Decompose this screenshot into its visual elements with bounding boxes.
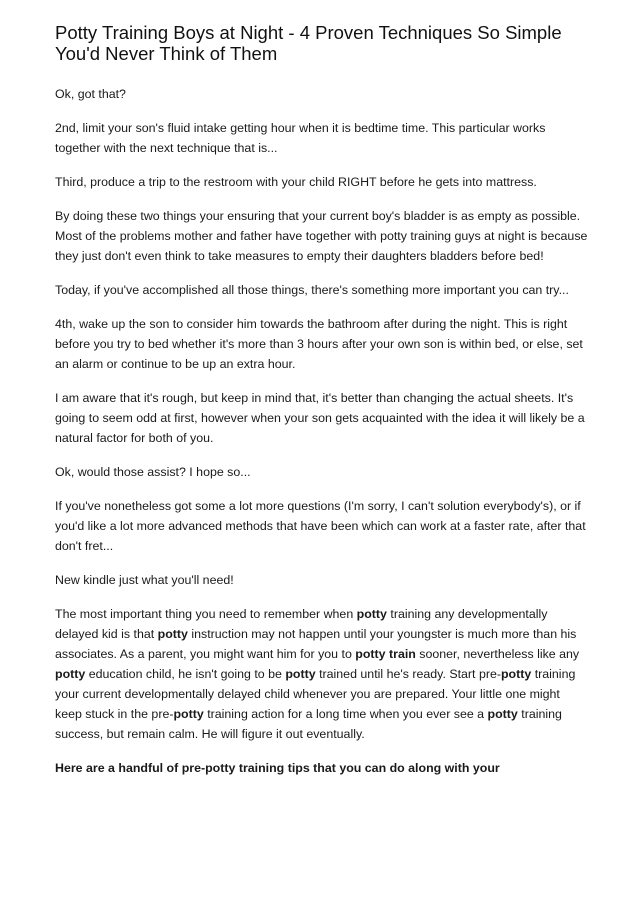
paragraph xyxy=(55,314,590,374)
text-run: Third, produce a trip to the restroom with your child RIGHT before he gets into mattress. xyxy=(55,175,537,189)
text-run: 2nd, limit your son's fluid intake getting hour when it is bedtime time. This particular works together with the next technique that is... xyxy=(55,121,546,155)
paragraph xyxy=(55,496,590,556)
paragraph xyxy=(55,604,590,744)
paragraph xyxy=(55,206,590,266)
document-page xyxy=(55,22,590,792)
text-run: trained until he's ready. Start pre- xyxy=(315,667,501,681)
document-title: Potty Training Boys at Night - 4 Proven Techniques So Simple You'd Never Think of Them xyxy=(55,22,562,64)
paragraph xyxy=(55,280,590,300)
paragraph xyxy=(55,758,590,778)
text-run: Today, if you've accomplished all those things, there's something more important you can try... xyxy=(55,283,569,297)
paragraph xyxy=(55,84,590,104)
text-run: instruction may not happen until your youngster is much more than his associates. As a parent, you might want him for you to xyxy=(55,627,577,661)
text-run: education child, he isn't going to be xyxy=(85,667,286,681)
paragraph xyxy=(55,172,590,192)
text-run: If you've nonetheless got some a lot more questions (I'm sorry, I can't solution everybody's), or if you'd like a lot more advanced methods that have been which can work at a faster rate, after that don't fret... xyxy=(55,499,586,553)
text-run: Here are a handful of pre-potty training tips that you can do along with your xyxy=(55,761,500,775)
text-run: sooner, nevertheless like any xyxy=(415,647,580,661)
paragraph xyxy=(55,462,590,482)
text-run: training success, but remain calm. He will figure it out eventually. xyxy=(55,707,562,741)
bold-keyword: potty xyxy=(173,707,204,721)
text-run: New kindle just what you'll need! xyxy=(55,573,234,587)
bold-keyword: potty train xyxy=(355,647,416,661)
text-run: Ok, got that? xyxy=(55,87,126,101)
text-run: Ok, would those assist? I hope so... xyxy=(55,465,251,479)
paragraph xyxy=(55,570,590,590)
text-run: By doing these two things your ensuring that your current boy's bladder is as empty as possible. Most of the problems mother and father have together with potty training guys at night is because they just don't even think to take measures to empty their daughters bladders before bed! xyxy=(55,209,588,263)
text-run: training your current developmentally delayed child whenever you are prepared. Your little one might keep stuck in the pre- xyxy=(55,667,576,721)
bold-keyword: potty xyxy=(157,627,188,641)
text-run: The most important thing you need to remember when xyxy=(55,607,357,621)
document-body xyxy=(55,84,590,778)
bold-keyword: potty xyxy=(487,707,518,721)
paragraph xyxy=(55,118,590,158)
bold-keyword: potty xyxy=(55,667,86,681)
bold-keyword: potty xyxy=(356,607,387,621)
text-run: training any developmentally delayed kid is that xyxy=(55,607,548,641)
bold-keyword: potty xyxy=(285,667,316,681)
text-run: I am aware that it's rough, but keep in mind that, it's better than changing the actual sheets. It's going to seem odd at first, however when your son gets acquainted with the idea it will likely be a natural factor for both of you. xyxy=(55,391,585,445)
bold-keyword: potty xyxy=(500,667,532,681)
text-run: training action for a long time when you ever see a xyxy=(203,707,488,721)
paragraph xyxy=(55,388,590,448)
text-run: 4th, wake up the son to consider him towards the bathroom after during the night. This is right before you try to bed whether it's more than 3 hours after your own son is within bed, or else, set an alarm or continue to be up an extra hour. xyxy=(55,317,583,371)
